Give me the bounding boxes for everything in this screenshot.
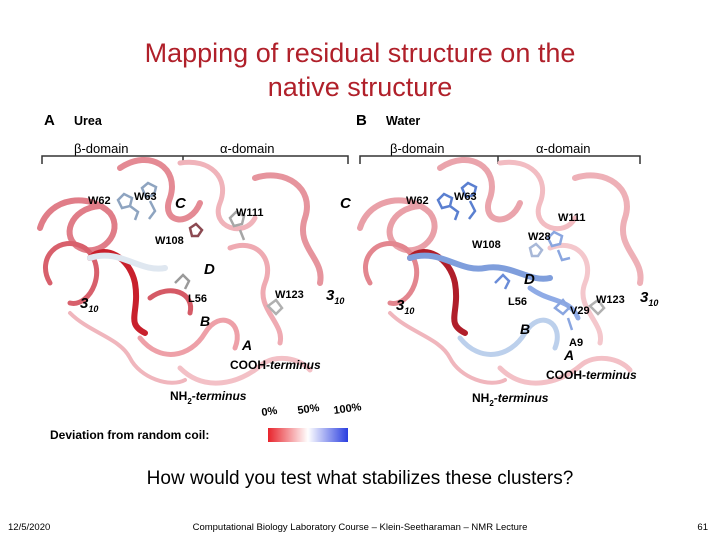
panel-b-condition: Water — [386, 114, 421, 128]
panel-a-cooh-terminus: COOH-terminus — [230, 358, 321, 372]
title-line-2: native structure — [267, 72, 453, 102]
panel-b-domain-right: α-domain — [536, 141, 591, 156]
panel-b-label-w63: W63 — [454, 191, 477, 203]
panel-b-label-d: D — [524, 271, 535, 288]
panel-b-label-l56: L56 — [508, 296, 527, 308]
protein-structure-figure — [30, 108, 700, 453]
panel-b-label-b: B — [520, 321, 531, 337]
panel-a-label-w108: W108 — [155, 235, 184, 247]
panel-b-label-w108: W108 — [472, 239, 501, 251]
panel-a-condition: Urea — [74, 114, 102, 128]
panel-a — [40, 112, 348, 406]
panel-a-label-b: B — [200, 313, 211, 329]
panel-a-label-w111: W111 — [236, 207, 264, 219]
footer-course: Computational Biology Laboratory Course – Klein-Seetharaman – NMR Lecture — [192, 522, 528, 533]
panel-b — [340, 112, 658, 408]
footer-date: 12/5/2020 — [8, 522, 51, 533]
panel-b-label-w123: W123 — [596, 294, 625, 306]
panel-b-ribbon — [360, 160, 641, 383]
panel-a-domain-left: β-domain — [74, 141, 129, 156]
slide-question: How would you test what stabilizes these clusters? — [146, 468, 574, 489]
panel-b-domain-left: β-domain — [390, 141, 445, 156]
title-line-1: Mapping of residual structure on the — [144, 38, 576, 68]
panel-b-label-w111: W111 — [558, 212, 586, 224]
panel-a-label-a: A — [242, 337, 253, 353]
panel-b-label-w28: W28 — [528, 231, 551, 243]
legend-tick-50: 50% — [296, 402, 321, 417]
panel-b-label-c: C — [340, 195, 351, 212]
panel-b-helix-310-left: $3_{10}$ — [396, 297, 415, 316]
panel-a-label-w63: W63 — [134, 191, 157, 203]
panel-a-ribbon — [40, 160, 321, 383]
panel-a-label-d: D — [204, 261, 215, 278]
panel-b-label-a: A — [564, 347, 575, 363]
panel-a-letter: A — [44, 112, 55, 129]
footer-page-number: 61 — [697, 522, 708, 533]
panel-b-label-w62: W62 — [406, 195, 429, 207]
panel-b-cooh-terminus: COOH-terminus — [546, 368, 637, 382]
panel-a-label-w62: W62 — [88, 195, 111, 207]
panel-a-label-c: C — [175, 195, 186, 212]
panel-b-nh2-terminus: $NH_2$-terminus — [472, 391, 549, 408]
panel-b-label-v29: V29 — [570, 305, 590, 317]
panel-a-label-l56: L56 — [188, 293, 207, 305]
panel-b-letter: B — [356, 112, 367, 129]
legend-tick-0: 0% — [260, 404, 279, 419]
legend-tick-100: 100% — [332, 401, 363, 417]
panel-b-label-a9: A9 — [569, 337, 584, 349]
panel-a-nh2-terminus: $NH_2$-terminus — [170, 389, 247, 406]
panel-a-domain-right: α-domain — [220, 141, 275, 156]
slide-title — [0, 36, 720, 104]
legend-label: Deviation from random coil: — [50, 428, 210, 442]
panel-a-helix-310-right: $3_{10}$ — [326, 287, 345, 306]
panel-a-helix-310-left: $3_{10}$ — [80, 295, 99, 314]
panel-a-label-w123: W123 — [275, 289, 304, 301]
panel-b-helix-310-right: $3_{10}$ — [640, 289, 659, 308]
deviation-legend — [50, 401, 362, 442]
legend-color-bar — [268, 428, 348, 442]
